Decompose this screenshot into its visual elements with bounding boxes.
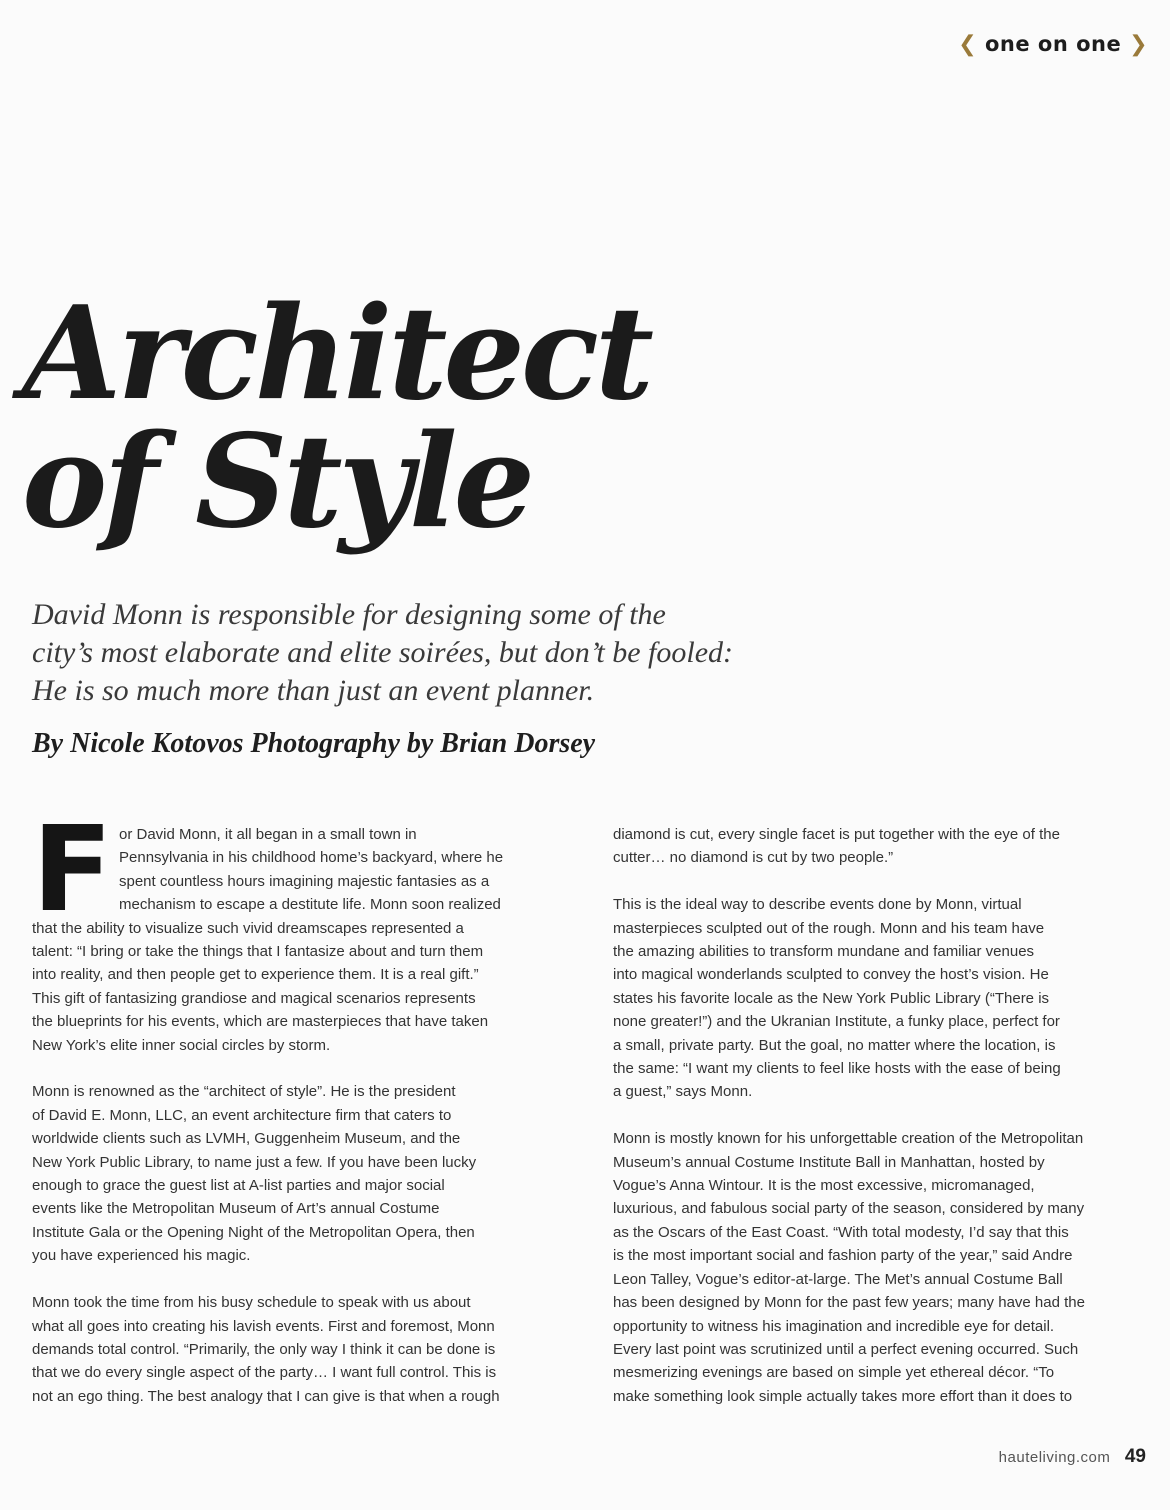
text-line: Pennsylvania in his childhood home’s backyard, where he (119, 849, 504, 867)
site-url: hauteliving.com (998, 1449, 1111, 1466)
text-line: mesmerizing evenings are based on simple yet ethereal décor. “To (613, 1364, 1055, 1382)
page-footer (999, 1446, 1146, 1468)
text-line: Vogue’s Anna Wintour. It is the most excessive, micromanaged, (613, 1177, 1035, 1195)
text-line: or David Monn, it all began in a small town in (119, 826, 417, 843)
text-line: talent: “I bring or take the things that I fantasize about and turn them (32, 943, 484, 961)
text-line: diamond is cut, every single facet is put together with the eye of the (613, 826, 1060, 843)
text-line: This is the ideal way to describe events done by Monn, virtual (613, 896, 1022, 914)
text-line: you have experienced his magic. (32, 1247, 251, 1265)
text-line: Monn took the time from his busy schedule to speak with us about (32, 1294, 471, 1312)
text-line: masterpieces sculpted out of the rough. Monn and his team have (613, 919, 1045, 937)
text-line: as the Oscars of the East Coast. “With total modesty, I’d say that this (613, 1223, 1069, 1241)
text-line: New York’s elite inner social circles by storm. (32, 1036, 331, 1054)
text-line: the blueprints for his events, which are masterpieces that have taken (32, 1013, 489, 1031)
text-line: into reality, and then people get to experience them. It is a real gift.” (32, 966, 479, 984)
chevron-left-icon: ❮ (958, 32, 978, 57)
byline: By Nicole Kotovos Photography by Brian Dorsey (32, 728, 596, 759)
paragraph (613, 823, 1153, 870)
text-line: Institute Gala or the Opening Night of the Metropolitan Opera, then (32, 1223, 475, 1241)
text-line: demands total control. “Primarily, the only way I think it can be done is (32, 1340, 496, 1358)
text-line: the same: “I want my clients to feel like hosts with the ease of being (613, 1060, 1061, 1078)
text-line: Monn is mostly known for his unforgettable creation of the Metropolitan (613, 1130, 1084, 1148)
text-line: worldwide clients such as LVMH, Guggenheim Museum, and the (32, 1130, 461, 1148)
text-line: spent countless hours imagining majestic fantasies as a (119, 872, 490, 890)
left-column (32, 800, 572, 1432)
text-line: a guest,” says Monn. (613, 1083, 753, 1101)
chevron-right-icon: ❯ (1129, 32, 1148, 57)
text-line: This gift of fantasizing grandiose and magical scenarios represents (32, 989, 476, 1007)
text-line: not an ego thing. The best analogy that I can give is that when a rough (32, 1387, 500, 1405)
text-line: into magical wonderlands sculpted to convey the host’s vision. He (613, 966, 1049, 984)
text-line: what all goes into creating his lavish events. First and foremost, Monn (32, 1317, 495, 1335)
paragraph (613, 893, 1153, 1104)
text-line: luxurious, and fabulous social party of the season, considered by many (613, 1200, 1085, 1218)
text-line: Every last point was scrutinized until a perfect evening occurred. Such (613, 1340, 1079, 1358)
right-column (613, 823, 1153, 1432)
article-dek (32, 596, 852, 710)
text-line: the amazing abilities to transform mundane and familiar venues (613, 943, 1035, 961)
article-title (22, 279, 782, 557)
dek-line: David Monn is responsible for designing some of the (32, 598, 666, 631)
dek-line: He is so much more than just an event planner. (32, 674, 595, 707)
paragraph (32, 1291, 572, 1408)
section-label: one on one (985, 32, 1122, 56)
text-line: New York Public Library, to name just a few. If you have been lucky (32, 1153, 477, 1171)
text-line: is the most important social and fashion party of the year,” said Andre (613, 1247, 1073, 1265)
text-line: that the ability to visualize such vivid dreamscapes represented a (32, 919, 464, 937)
text-line: events like the Metropolitan Museum of Art’s annual Costume (32, 1200, 440, 1218)
title-line: Architect (22, 279, 650, 429)
text-line: Museum’s annual Costume Institute Ball in Manhattan, hosted by (613, 1153, 1045, 1171)
text-line: Leon Talley, Vogue’s editor-at-large. The Met’s annual Costume Ball (613, 1270, 1063, 1288)
dek-line: city’s most elaborate and elite soirées, but don’t be fooled: (32, 636, 734, 669)
text-line: mechanism to escape a destitute life. Monn soon realized (119, 896, 501, 914)
text-line: that we do every single aspect of the party… I want full control. This is (32, 1364, 497, 1382)
paragraph (613, 1127, 1153, 1408)
text-line: make something look simple actually takes more effort than it does to (613, 1387, 1073, 1405)
text-line: cutter… no diamond is cut by two people.” (613, 849, 894, 867)
text-line: a small, private party. But the goal, no matter where the location, is (613, 1036, 1056, 1054)
text-line: none greater!”) and the Ukranian Institute, a funky place, perfect for (613, 1013, 1060, 1031)
text-line: opportunity to witness his imagination and incredible eye for detail. (613, 1317, 1055, 1335)
title-line: of Style (22, 407, 531, 557)
text-line: states his favorite locale as the New York Public Library (“There is (613, 989, 1050, 1007)
text-line: has been designed by Monn for the past few years; many have had the (613, 1294, 1085, 1312)
drop-cap: F (32, 800, 113, 938)
text-line: of David E. Monn, LLC, an event architecture firm that caters to (32, 1106, 452, 1124)
text-line: enough to grace the guest list at A-list parties and major social (32, 1177, 445, 1195)
page-number: 49 (1124, 1446, 1146, 1467)
paragraph (32, 1080, 572, 1267)
paragraph (32, 800, 572, 1057)
section-tag (958, 32, 1148, 57)
text-line: Monn is renowned as the “architect of style”. He is the president (32, 1083, 456, 1101)
